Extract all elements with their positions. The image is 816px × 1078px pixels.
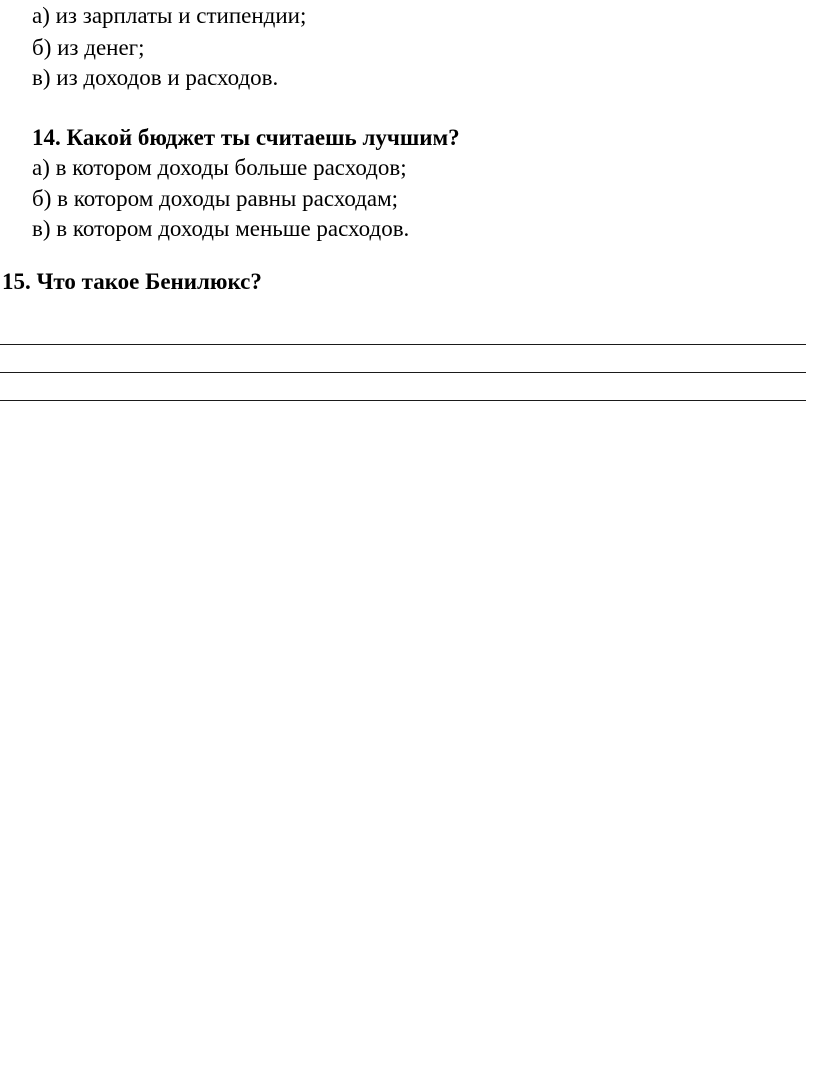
answer-line-2[interactable]	[0, 372, 806, 373]
answer-line-3[interactable]	[0, 400, 806, 401]
question-14-title: 14. Какой бюджет ты считаешь лучшим?	[32, 125, 460, 150]
question-15-title: 15. Что такое Бенилюкс?	[2, 269, 262, 294]
prev-option-c: в) из доходов и расходов.	[32, 65, 279, 90]
prev-option-b: б) из денег;	[32, 35, 145, 60]
prev-option-a: а) из зарплаты и стипендии;	[32, 3, 307, 28]
q14-option-c: в) в котором доходы меньше расходов.	[32, 216, 410, 241]
q14-option-b: б) в котором доходы равны расходам;	[32, 186, 399, 211]
answer-line-1[interactable]	[0, 344, 806, 345]
q14-option-a: а) в котором доходы больше расходов;	[32, 155, 407, 180]
